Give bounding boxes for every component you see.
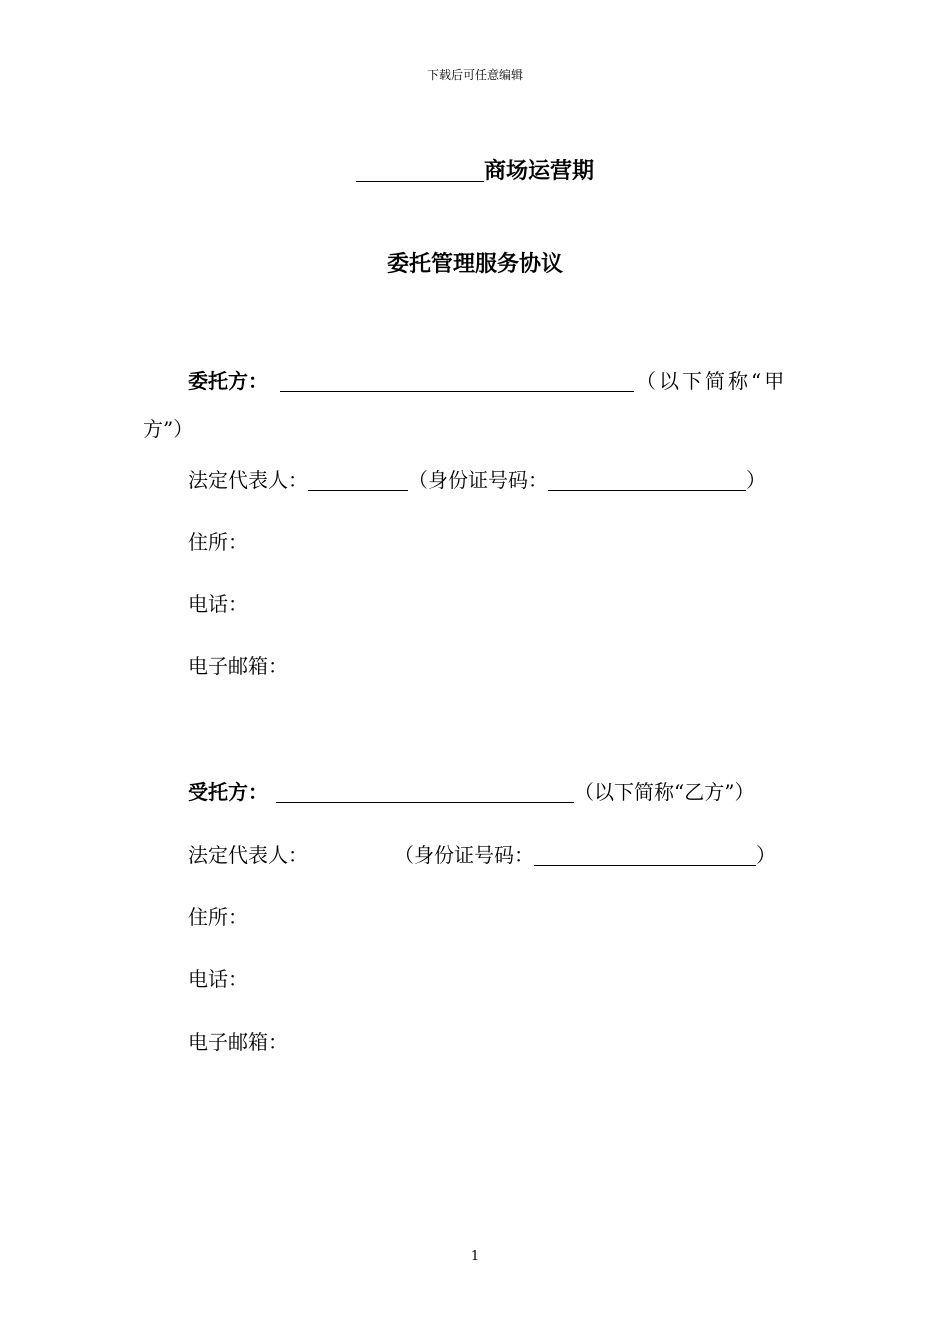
header-note: 下载后可任意编辑	[426, 68, 523, 82]
party-b-id-blank	[534, 843, 756, 866]
party-a-address-label: 住所：	[188, 530, 248, 554]
party-a-suffix-wrap: 方”）	[143, 417, 194, 441]
party-b-suffix: （以下简称“乙方”）	[574, 780, 755, 804]
page-number: 1	[470, 1249, 480, 1264]
party-b-name-blank	[276, 780, 574, 803]
title-line-1	[0, 157, 950, 187]
party-b-email-label: 电子邮箱：	[188, 1030, 288, 1054]
party-a-line	[188, 366, 787, 396]
party-a-label: 委托方：	[188, 369, 268, 393]
mall-name-blank	[356, 159, 484, 182]
party-b-phone-label: 电话：	[188, 967, 248, 991]
party-a-legal-rep-label: 法定代表人：	[188, 468, 308, 492]
title-line-2: 委托管理服务协议	[386, 252, 563, 277]
title-line-1-text: 商场运营期	[483, 159, 594, 184]
party-b-id-label: （身份证号码：	[394, 843, 534, 867]
party-b-label: 受托方：	[188, 780, 268, 804]
party-a-id-label: （身份证号码：	[408, 468, 548, 492]
party-a-legal-rep-line	[188, 465, 766, 495]
party-b-legal-rep-label: 法定代表人：	[188, 843, 308, 867]
party-b-address-label: 住所：	[188, 905, 248, 929]
party-a-phone-label: 电话：	[188, 592, 248, 616]
party-a-id-close: ）	[746, 468, 766, 492]
party-a-suffix: （以下简称“甲	[636, 369, 788, 393]
party-b-legal-rep-line	[188, 840, 776, 870]
party-b-id-close: ）	[756, 843, 776, 867]
party-a-id-blank	[548, 468, 746, 491]
party-a-email-label: 电子邮箱：	[188, 654, 288, 678]
party-b-line	[188, 777, 754, 807]
party-a-name-blank	[280, 369, 634, 392]
party-a-legal-rep-blank	[308, 468, 408, 491]
